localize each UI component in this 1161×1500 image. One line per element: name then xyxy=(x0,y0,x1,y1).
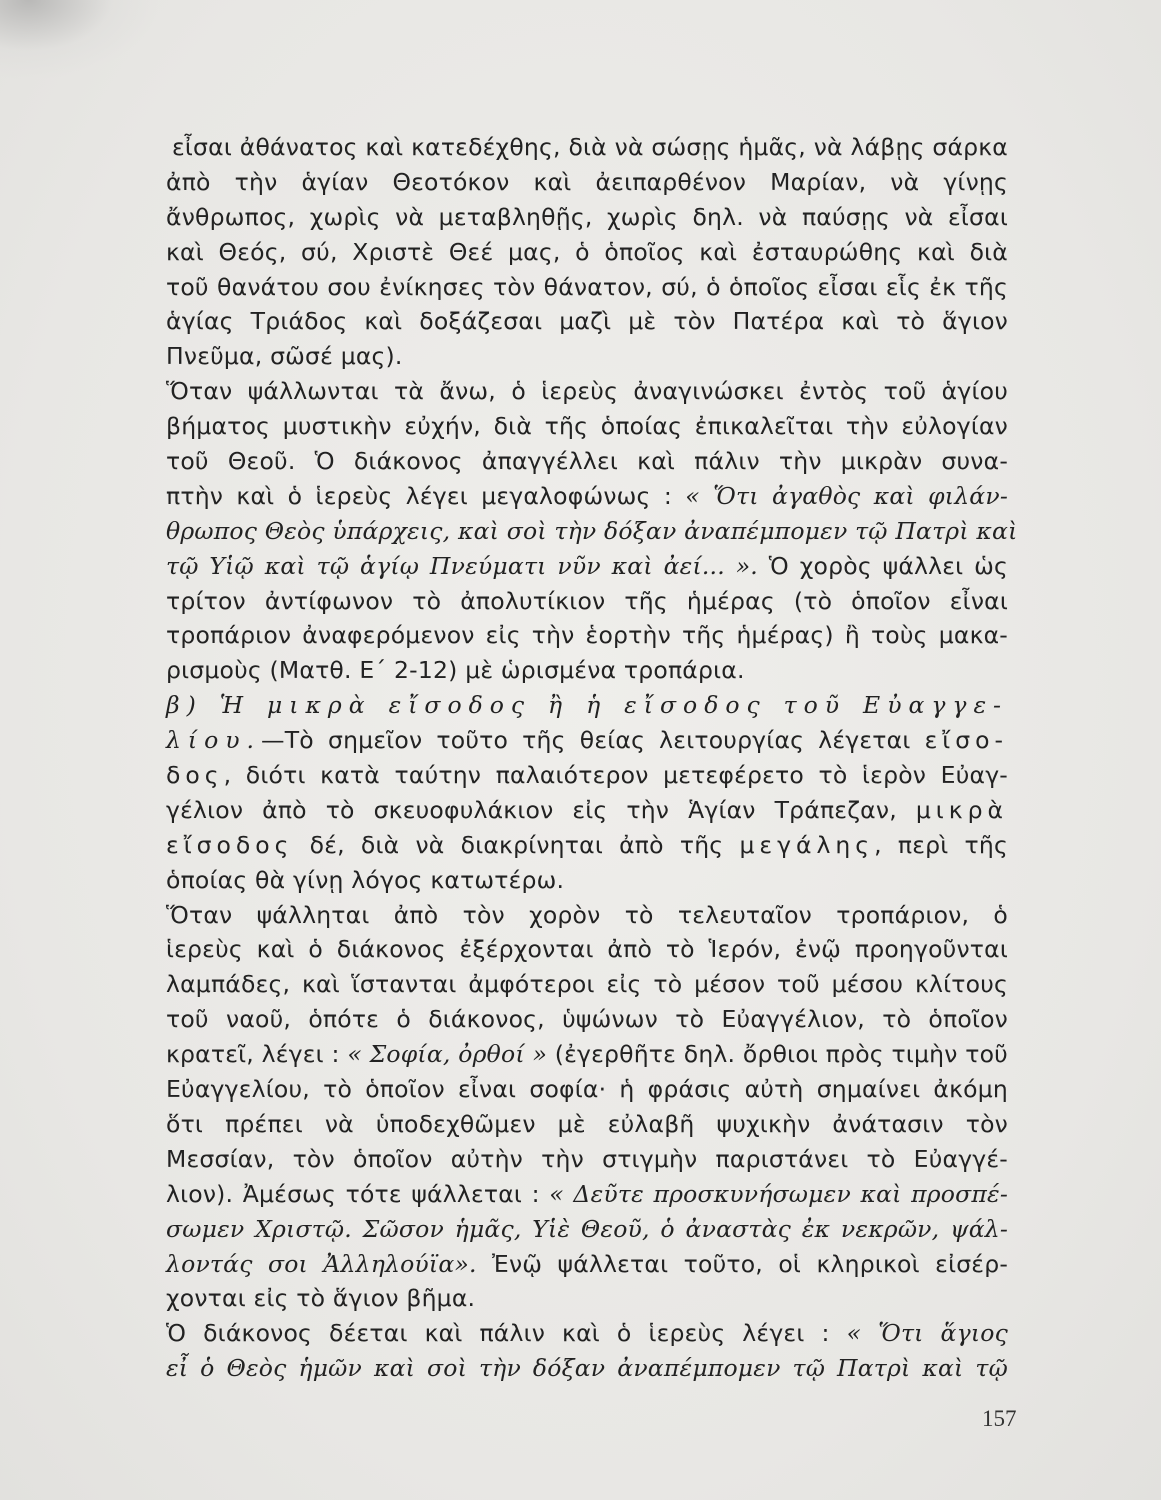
quote-run: τῷ Υἱῷ καὶ τῷ ἁγίῳ Πνεύματι νῦν καὶ ἀεί... ». xyxy=(166,551,758,580)
text-line: θρωπος Θεὸς ὑπάρχεις, καὶ σοὶ τὴν δόξαν ἀναπέμπομεν τῷ Πατρὶ καὶ xyxy=(166,516,1018,545)
text-line: εἶ ὁ Θεὸς ἡμῶν καὶ σοὶ τὴν δόξαν ἀναπέμπομεν τῷ Πατρὶ καὶ τῷ xyxy=(166,1354,1008,1383)
section-heading: β) Ἡ μικρὰ εἴσοδος ἢ ἡ εἴσοδος τοῦ Εὐαγγε- xyxy=(166,691,1008,720)
text-line: καὶ Θεός, σύ, Χριστὲ Θεέ μας, ὁ ὁποῖος καὶ ἐσταυρώθης καὶ διὰ xyxy=(166,237,1008,266)
text-run: δέ, διὰ νὰ διακρίνηται ἀπὸ τῆς xyxy=(293,830,740,859)
text-line xyxy=(166,828,1008,863)
text-line xyxy=(166,723,1008,758)
text-run: Ὁ διάκονος δέεται καὶ πάλιν καὶ ὁ ἱερεὺς λέγει : xyxy=(166,1319,847,1348)
spaced-run: δος xyxy=(166,761,224,790)
text-line: τοῦ ναοῦ, ὁπότε ὁ διάκονος, ὑψώνων τὸ Εὐαγγέλιον, τὸ ὁποῖον xyxy=(166,1005,1008,1034)
text-line xyxy=(166,549,1008,584)
quote-run: « Σοφία, ὀρθοί » xyxy=(347,1040,548,1069)
text-line: χονται εἰς τὸ ἅγιον βῆμα. xyxy=(166,1284,476,1313)
spaced-run: εἴσοδος xyxy=(166,830,294,859)
text-line: ἀπὸ τὴν ἁγίαν Θεοτόκον καὶ ἀειπαρθένον Μαρίαν, νὰ γίνῃς xyxy=(166,167,1008,196)
quote-run: « Δεῦτε προσκυνήσωμεν καὶ προσπέ- xyxy=(549,1179,1008,1208)
text-line: τοῦ θανάτου σου ἐνίκησες τὸν θάνατον, σύ, ὁ ὁποῖος εἶσαι εἷς ἐκ τῆς xyxy=(166,272,1008,301)
text-run: κρατεῖ, λέγει : xyxy=(166,1040,348,1069)
text-line: τρίτον ἀντίφωνον τὸ ἀπολυτίκιον τῆς ἡμέρας (τὸ ὁποῖον εἶναι xyxy=(166,586,1008,615)
text-run: (ἐγερθῆτε δηλ. ὄρθιοι πρὸς τιμὴν τοῦ xyxy=(547,1040,1008,1069)
text-run: , περὶ τῆς xyxy=(874,830,1008,859)
text-line: λαμπάδες, καὶ ἵστανται ἀμφότεροι εἰς τὸ μέσον τοῦ μέσου κλίτους xyxy=(166,970,1008,999)
text-line xyxy=(166,1247,1008,1282)
text-line xyxy=(166,793,1008,828)
text-line xyxy=(166,1177,1008,1212)
text-run: , διότι κατὰ ταύτην παλαιότερον μετεφέρετο τὸ ἱερὸν Εὐαγ- xyxy=(223,761,1008,790)
text-run: πτὴν καὶ ὁ ἱερεὺς λέγει μεγαλοφώνως : xyxy=(166,481,686,510)
text-run: λιον). Ἀμέσως τότε ψάλλεται : xyxy=(166,1179,550,1208)
text-line: βήματος μυστικὴν εὐχήν, διὰ τῆς ὁποίας ἐπικαλεῖται τὴν εὐλογίαν xyxy=(166,412,1008,441)
text-line: Ὅταν ψάλληται ἀπὸ τὸν χορὸν τὸ τελευταῖον τροπάριον, ὁ xyxy=(166,900,1008,929)
text-line: ρισμοὺς (Ματθ. Ε΄ 2-12) μὲ ὡρισμένα τροπάρια. xyxy=(166,656,745,685)
spaced-run: μικρὰ xyxy=(915,795,1008,824)
text-line: Μεσσίαν, τὸν ὁποῖον αὐτὴν τὴν στιγμὴν παριστάνει τὸ Εὐαγγέ- xyxy=(166,1144,1008,1173)
text-line xyxy=(166,758,1008,793)
text-line: ὅτι πρέπει νὰ ὑποδεχθῶμεν μὲ εὐλαβῆ ψυχικὴν ἀνάτασιν τὸν xyxy=(166,1109,1008,1138)
page-number: 157 xyxy=(982,1406,1017,1431)
text-line: ὁποίας θὰ γίνῃ λόγος κατωτέρω. xyxy=(166,865,565,894)
text-line: Εὐαγγελίου, τὸ ὁποῖον εἶναι σοφία· ἡ φράσις αὐτὴ σημαίνει ἀκόμη xyxy=(166,1075,1008,1104)
text-line: ἄνθρωπος, χωρὶς νὰ μεταβληθῇς, χωρὶς δηλ. νὰ παύσῃς νὰ εἶσαι xyxy=(166,202,1008,231)
spaced-run: μεγάλης xyxy=(739,830,875,859)
heading-run: λίου. xyxy=(166,726,262,755)
text-line xyxy=(166,479,1008,514)
text-line: Πνεῦμα, σῶσέ μας). xyxy=(166,342,403,371)
quote-run: « Ὅτι ἅγιος xyxy=(846,1319,1008,1348)
text-run: —Τὸ σημεῖον τοῦτο τῆς θείας λειτουργίας λέγεται xyxy=(261,726,925,755)
text-run: γέλιον ἀπὸ τὸ σκευοφυλάκιον εἰς τὴν Ἁγίαν Τράπεζαν, xyxy=(166,795,916,824)
text-line: ἱερεὺς καὶ ὁ διάκονος ἐξέρχονται ἀπὸ τὸ Ἱερόν, ἐνῷ προηγοῦνται xyxy=(166,935,1008,964)
text-run: Ὁ χορὸς ψάλλει ὡς xyxy=(757,551,1008,580)
text-run: Ἐνῷ ψάλλεται τοῦτο, οἱ κληρικοὶ εἰσέρ- xyxy=(476,1249,1009,1278)
body-text xyxy=(166,130,1018,1386)
text-line xyxy=(166,1037,1008,1072)
text-line: εἶσαι ἀθάνατος καὶ κατεδέχθης, διὰ νὰ σώσῃς ἡμᾶς, νὰ λάβῃς σάρκα xyxy=(172,133,1008,161)
text-line xyxy=(166,1316,1008,1351)
text-line: Ὅταν ψάλλωνται τὰ ἄνω, ὁ ἱερεὺς ἀναγινώσκει ἐντὸς τοῦ ἁγίου xyxy=(166,377,1008,406)
spaced-run: εἴσο- xyxy=(924,726,1008,755)
text-line: ἁγίας Τριάδος καὶ δοξάζεσαι μαζὶ μὲ τὸν Πατέρα καὶ τὸ ἅγιον xyxy=(166,307,1008,336)
text-line: τοῦ Θεοῦ. Ὁ διάκονος ἀπαγγέλλει καὶ πάλιν τὴν μικρὰν συνα- xyxy=(166,447,1008,476)
page-stain xyxy=(0,0,160,80)
quote-run: λοντάς σοι Ἀλληλούϊα». xyxy=(166,1249,477,1278)
text-line: τροπάριον ἀναφερόμενον εἰς τὴν ἑορτὴν τῆς ἡμέρας) ἢ τοὺς μακα- xyxy=(166,621,1008,650)
quote-run: « Ὅτι ἀγαθὸς καὶ φιλάν- xyxy=(685,481,1008,510)
text-line: σωμεν Χριστῷ. Σῶσον ἡμᾶς, Υἱὲ Θεοῦ, ὁ ἀναστὰς ἐκ νεκρῶν, ψάλ- xyxy=(166,1214,1008,1243)
